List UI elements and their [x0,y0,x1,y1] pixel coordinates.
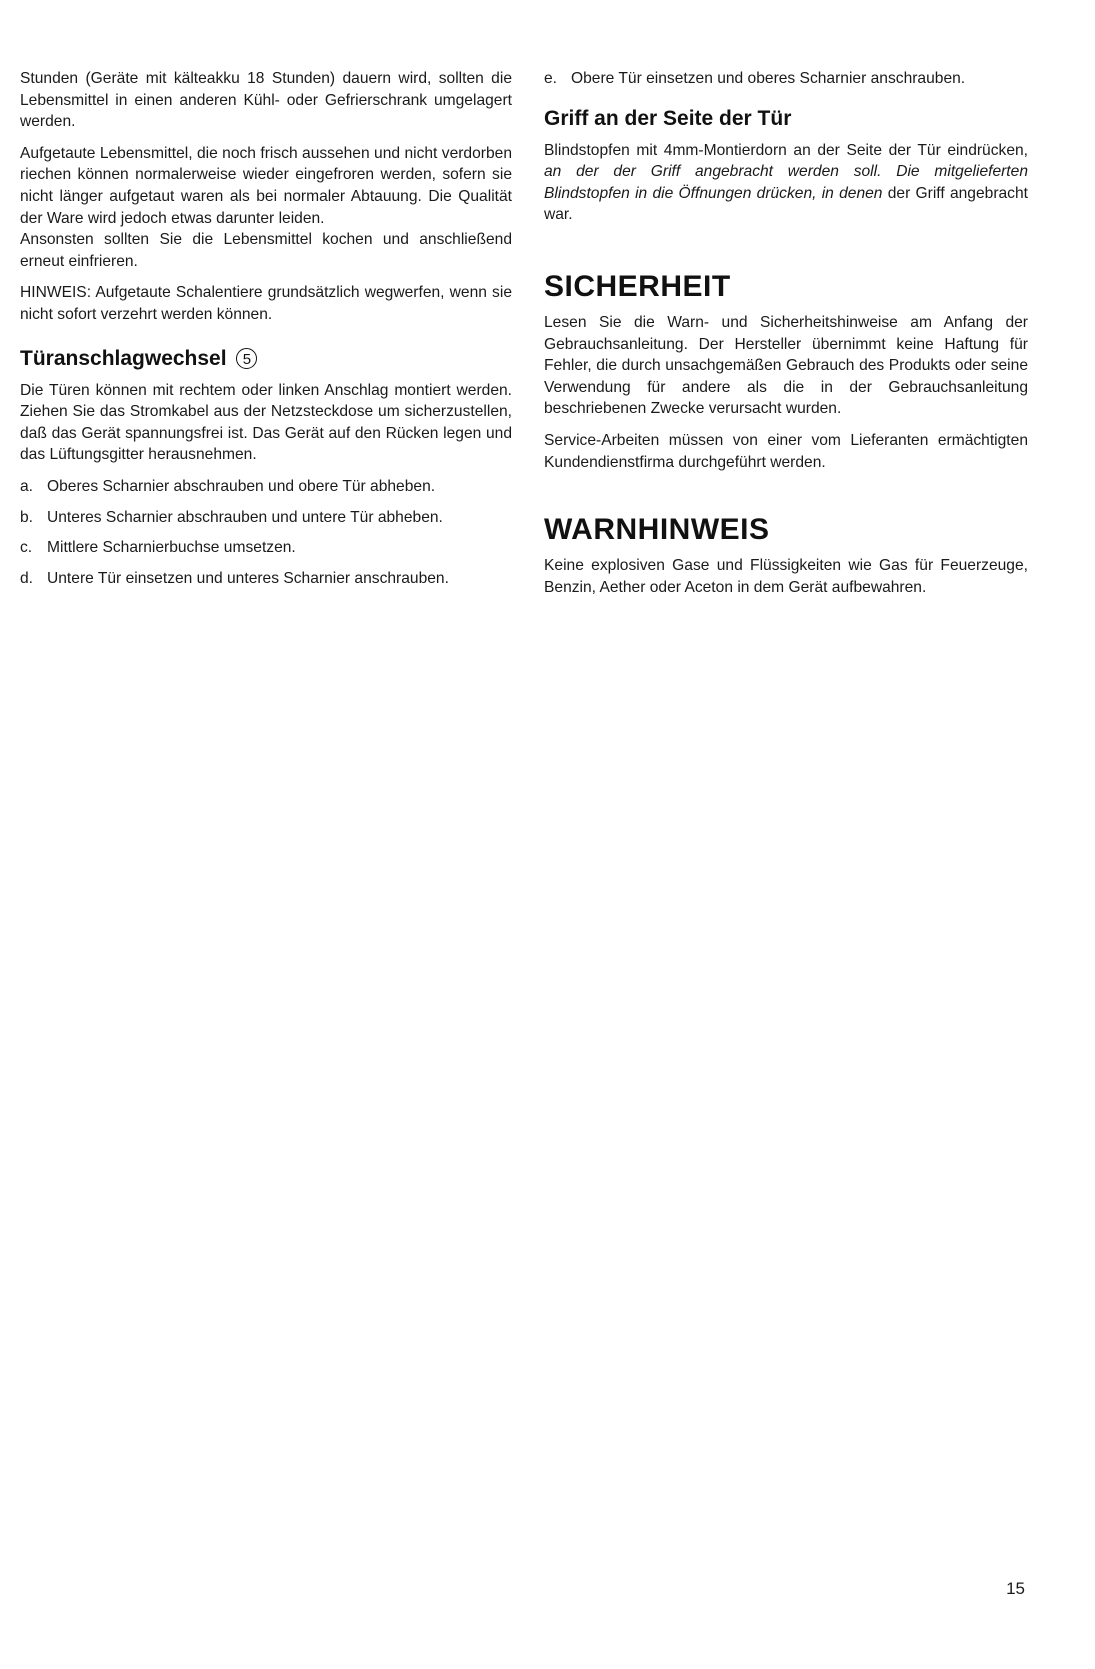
right-column [544,68,1028,608]
figure-ref-number: 5 [236,348,257,369]
heading-tueranschlagwechsel-text: Türanschlagwechsel [20,346,227,370]
list-item [544,68,1028,90]
step-list-right [544,68,1028,90]
list-marker: e. [544,70,558,87]
list-item-text: Untere Tür einsetzen und unteres Scharnier anschrauben. [47,569,449,587]
paragraph-cook: Ansonsten sollten Sie die Lebensmittel kochen und anschließend erneut einfrieren. [20,231,512,270]
paragraph-hinweis: HINWEIS: Aufgetaute Schalentiere grundsätzlich wegwerfen, wenn sie nicht sofort verzehrt werden können. [20,284,512,323]
paragraph-warnhinweis: Keine explosiven Gase und Flüssigkeiten wie Gas für Feuerzeuge, Benzin, Aether oder Aceton in dem Gerät aufbewahren. [544,557,1028,596]
list-marker: a. [20,477,34,495]
left-column [20,68,512,598]
heading-sicherheit: SICHERHEIT [544,269,731,303]
list-item-text: Unteres Scharnier abschrauben und untere Tür abheben. [47,508,443,526]
paragraph-griff-part3: der Griff angebracht war. [544,184,1028,224]
page-number: 15 [1006,1579,1025,1598]
heading-griff: Griff an der Seite der Tür [544,106,792,130]
paragraph-storage: Stunden (Geräte mit kälteakku 18 Stunden) dauern wird, sollten die Lebensmittel in einen anderen Kühl- oder Gefrierschrank umgelagert werden. [20,70,512,131]
paragraph-griff-part1: Blindstopfen mit 4mm-Montierdorn an der Seite der Tür eindrücken, [544,141,1028,159]
paragraph-sicherheit-1: Lesen Sie die Warn- und Sicherheitshinweise am Anfang der Gebrauchsanleitung. Der Hersteller übernimmt keine Haftung für Fehler, die durch unsachgemäßen Gebrauch des Produkts oder seine Verwendung für andere als die in der Gebrauchsanleitung beschriebenen Zwecke verursacht wurden. [544,313,1028,418]
list-item-text: Oberes Scharnier abschrauben und obere Tür abheben. [47,477,436,495]
paragraph-griff [544,140,1028,226]
list-item-text: Obere Tür einsetzen und oberes Scharnier anschrauben. [571,70,966,87]
list-item [20,537,512,559]
heading-tueranschlagwechsel [20,346,512,372]
list-marker: d. [20,569,34,587]
list-marker: b. [20,508,34,526]
paragraph-refreeze: Aufgetaute Lebensmittel, die noch frisch aussehen und nicht verdorben riechen können normalerweise wieder eingefroren werden, sofern sie nicht länger aufgetaut waren als bei normaler Abtauung. Die Qualität der Ware wird jedoch etwas darunter leiden. [20,144,512,227]
heading-warnhinweis: WARNHINWEIS [544,513,770,547]
list-marker: c. [20,539,33,557]
paragraph-griff-part2: an der der Griff angebracht werden soll. Die mitgelieferten Blindstopfen in die Öffnungen drücken, in denen [544,163,1028,202]
list-item [20,568,512,590]
paragraph-tueranschlag: Die Türen können mit rechtem oder linken Anschlag montiert werden. Ziehen Sie das Stromkabel aus der Netzsteckdose um sicherzustellen, daß das Gerät spannungsfrei ist. Das Gerät auf den Rücken legen und das Lüftungsgitter herausnehmen. [20,381,512,464]
paragraph-sicherheit-2: Service-Arbeiten müssen von einer vom Lieferanten ermächtigten Kundendienstfirma durchgeführt werden. [544,431,1028,471]
list-item [20,476,512,498]
list-item [20,507,512,529]
step-list-left [20,476,512,589]
list-item-text: Mittlere Scharnierbuchse umsetzen. [47,539,296,557]
